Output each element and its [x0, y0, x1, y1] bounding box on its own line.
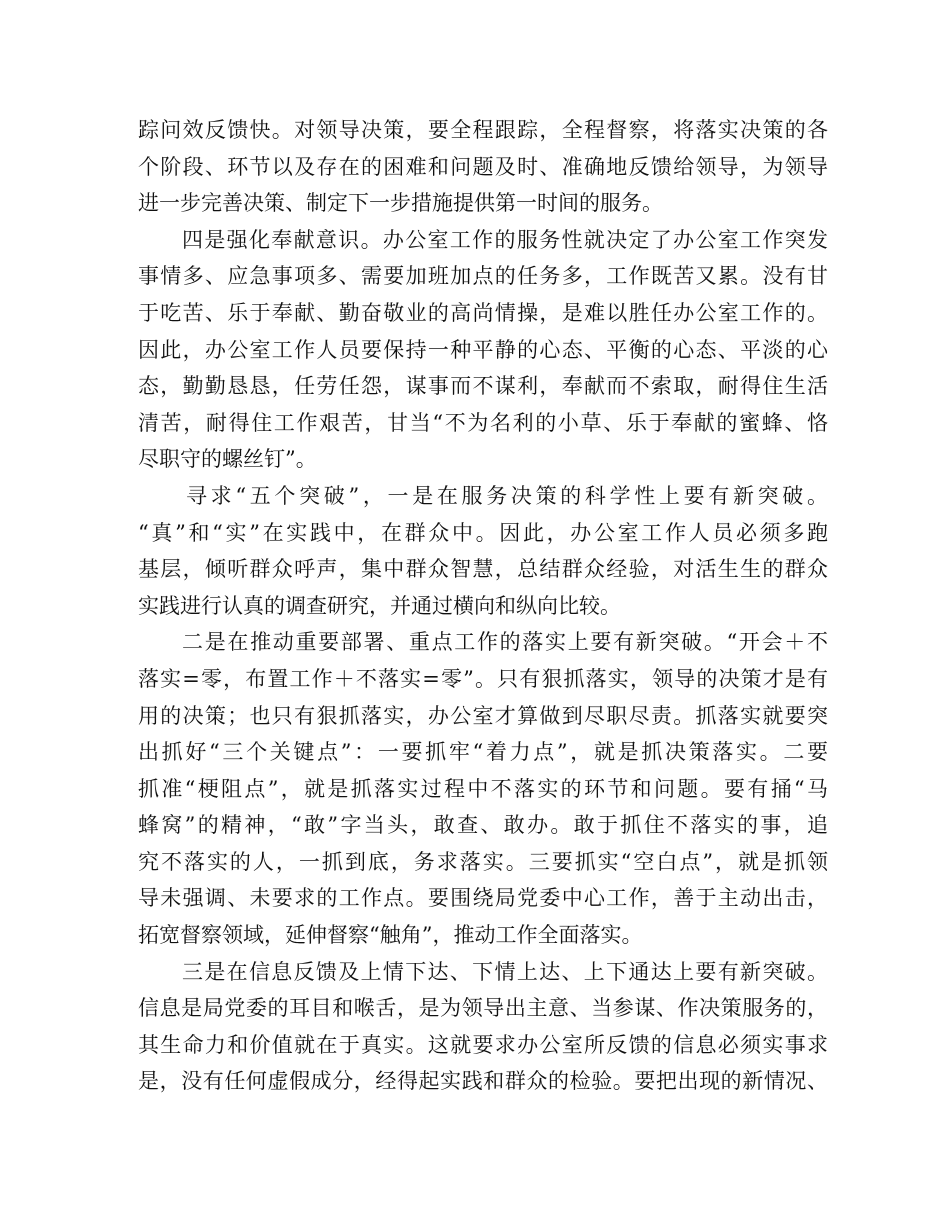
- text-line: 个阶段、环节以及存在的困难和问题及时、准确地反馈给领导，为领导: [138, 154, 828, 179]
- document-body: [138, 112, 828, 1100]
- text-line: 态，勤勤恳恳，任劳任怨，谋事而不谋利，奉献而不索取，耐得住生活: [138, 374, 828, 399]
- text-line: 蜂窝”的精神，“敢”字当头，敢查、敢办。敢于抓住不落实的事，追: [138, 813, 828, 838]
- paragraph-start-line: 四是强化奉献意识。办公室工作的服务性就决定了办公室工作突发: [182, 227, 828, 252]
- text-line: 其生命力和价值就在于真实。这就要求办公室所反馈的信息必须实事求: [138, 1032, 828, 1057]
- text-line: 踪问效反馈快。对领导决策，要全程跟踪，全程督察，将落实决策的各: [138, 118, 828, 142]
- text-line: 落实=零，布置工作＋不落实=零”。只有狠抓落实，领导的决策才是有: [138, 666, 828, 691]
- text-line: 事情多、应急事项多、需要加班加点的任务多，工作既苦又累。没有甘: [138, 264, 828, 289]
- paragraph-start-line: 寻求“五个突破”，一是在服务决策的科学性上要有新突破。: [186, 483, 828, 508]
- text-line: “真”和“实”在实践中，在群众中。因此，办公室工作人员必须多跑: [138, 520, 828, 545]
- text-line: 是，没有任何虚假成分，经得起实践和群众的检验。要把出现的新情况、: [138, 1069, 828, 1094]
- text-line: 进一步完善决策、制定下一步措施提供第一时间的服务。: [138, 191, 663, 216]
- text-line: 究不落实的人，一抓到底，务求落实。三要抓实“空白点”，就是抓领: [138, 849, 828, 874]
- paragraph-start-line: 二是在推动重要部署、重点工作的落实上要有新突破。“开会＋不: [182, 630, 828, 655]
- paragraph-start-line: 三是在信息反馈及上情下达、下情上达、上下通达上要有新突破。: [182, 959, 828, 984]
- text-line: 于吃苦、乐于奉献、勤奋敬业的高尚情操，是难以胜任办公室工作的。: [138, 300, 828, 325]
- text-line: 因此，办公室工作人员要保持一种平静的心态、平衡的心态、平淡的心: [138, 337, 828, 362]
- text-line: 拓宽督察领域，延伸督察“触角”，推动工作全面落实。: [138, 923, 643, 948]
- text-line: 抓准“梗阻点”，就是抓落实过程中不落实的环节和问题。要有捅“马: [138, 776, 828, 801]
- text-line: 信息是局党委的耳目和喉舌，是为领导出主意、当参谋、作决策服务的，: [138, 996, 828, 1021]
- text-line: 实践进行认真的调查研究，并通过横向和纵向比较。: [138, 593, 621, 618]
- text-line: 尽职守的螺丝钉”。: [138, 447, 317, 472]
- text-line: 出抓好“三个关键点”：一要抓牢“着力点”，就是抓决策落实。二要: [138, 740, 828, 765]
- text-line: 导未强调、未要求的工作点。要围绕局党委中心工作，善于主动出击，: [138, 886, 828, 911]
- text-line: 清苦，耐得住工作艰苦，甘当“不为名利的小草、乐于奉献的蜜蜂、恪: [138, 410, 828, 435]
- text-line: 用的决策；也只有狠抓落实，办公室才算做到尽职尽责。抓落实就要突: [138, 703, 828, 728]
- text-line: 基层，倾听群众呼声，集中群众智慧，总结群众经验，对活生生的群众: [138, 557, 828, 582]
